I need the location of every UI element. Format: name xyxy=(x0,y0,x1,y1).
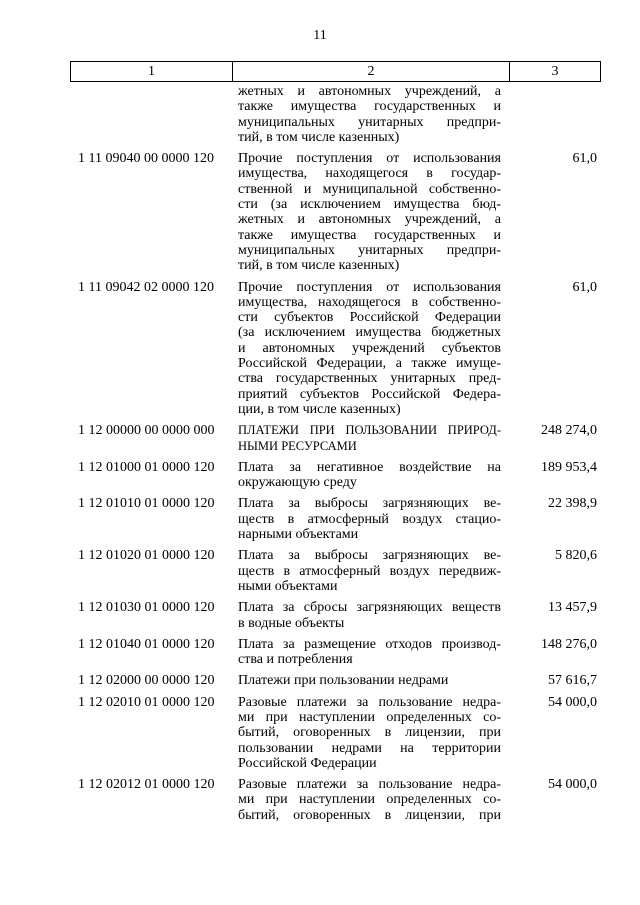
header-col-3: 3 xyxy=(551,63,559,79)
budget-code: 1 12 01020 01 0000 120 xyxy=(78,548,215,564)
revenue-description xyxy=(232,777,509,823)
amount: 22 398,9 xyxy=(548,496,597,512)
description-line: нарными объектами xyxy=(238,527,359,543)
budget-code xyxy=(70,84,232,145)
table-row xyxy=(70,695,601,771)
description-line: Плата за выбросы загрязняющих ве- xyxy=(238,548,501,564)
description-line: пользовании недрами на территории xyxy=(238,740,501,756)
revenue-description xyxy=(232,600,509,631)
description-line: Российской Федерации xyxy=(238,755,377,771)
table-header xyxy=(70,61,601,82)
description-line: ществ в атмосферный воздух передвиж- xyxy=(238,563,501,579)
header-col-2: 2 xyxy=(233,62,510,81)
table-row xyxy=(70,151,601,273)
amount: 148 276,0 xyxy=(541,636,597,652)
budget-code: 1 12 01010 01 0000 120 xyxy=(78,496,215,512)
revenue-description xyxy=(232,423,509,454)
amount: 54 000,0 xyxy=(548,777,597,793)
revenue-description xyxy=(232,548,509,594)
revenue-description xyxy=(232,280,509,418)
description-line: НЫМИ РЕСУРСАМИ xyxy=(238,438,357,453)
description-line: ции, в том числе казенных) xyxy=(238,401,401,417)
description-line: жетных и автономных учреждений, а xyxy=(238,212,501,228)
table-row xyxy=(70,777,601,823)
description-line: (за исключением имущества бюджетных xyxy=(238,325,501,341)
description-line: ми при наступлении определенных со- xyxy=(238,792,501,808)
amount: 13 457,9 xyxy=(548,600,597,616)
amount: 57 616,7 xyxy=(548,673,597,689)
table-row xyxy=(70,460,601,491)
description-line: в водные объекты xyxy=(238,615,345,631)
description-line: муниципальных унитарных предпри- xyxy=(238,114,501,130)
table-body xyxy=(70,84,601,829)
description-line: также имущества государственных и xyxy=(238,227,501,243)
table-row xyxy=(70,637,601,668)
description-line: тий, в том числе казенных) xyxy=(238,258,400,274)
revenue-description xyxy=(232,496,509,542)
table-row xyxy=(70,496,601,542)
description-line: Плата за размещение отходов производ- xyxy=(238,636,501,652)
revenue-description xyxy=(232,460,509,491)
description-line: бытий, оговоренных в лицензии, при xyxy=(238,807,501,823)
amount: 61,0 xyxy=(572,151,597,167)
budget-code: 1 11 09042 02 0000 120 xyxy=(78,279,214,295)
description-line: Плата за выбросы загрязняющих ве- xyxy=(238,496,501,512)
table-row xyxy=(70,423,601,454)
description-line: Прочие поступления от использования xyxy=(238,151,501,167)
description-line: окружающую среду xyxy=(238,475,357,491)
revenue-description xyxy=(232,151,509,273)
amount: 189 953,4 xyxy=(541,459,597,475)
table-row xyxy=(70,600,601,631)
revenue-description xyxy=(232,637,509,668)
amount xyxy=(509,84,601,145)
description-line: имущества, находящегося в государ- xyxy=(238,166,501,182)
description-line: Прочие поступления от использования xyxy=(238,279,501,295)
table-row xyxy=(70,280,601,418)
budget-code: 1 12 01040 01 0000 120 xyxy=(78,636,215,652)
description-line: сти субъектов Российской Федерации xyxy=(238,310,501,326)
description-line: бытий, оговоренных в лицензии, при xyxy=(238,725,501,741)
description-line: Разовые платежи за пользование недра- xyxy=(238,694,501,710)
description-line: приятий субъектов Российской Федера- xyxy=(238,386,501,402)
description-line: и автономных учреждений субъектов xyxy=(238,340,501,356)
header-col-1: 1 xyxy=(71,62,233,81)
table-row xyxy=(70,84,601,145)
budget-code: 1 12 02000 00 0000 120 xyxy=(78,673,215,689)
description-line: ми при наступлении определенных со- xyxy=(238,709,501,725)
description-line: сти (за исключением имущества бюд- xyxy=(238,197,501,213)
description-line: ства и потребления xyxy=(238,652,353,668)
budget-code: 1 12 02010 01 0000 120 xyxy=(78,694,215,710)
description-line: ными объектами xyxy=(238,578,338,594)
budget-code: 1 11 09040 00 0000 120 xyxy=(78,151,214,167)
amount: 61,0 xyxy=(572,279,597,295)
budget-code: 1 12 02012 01 0000 120 xyxy=(78,777,215,793)
description-line: жетных и автономных учреждений, а xyxy=(238,84,501,99)
amount: 54 000,0 xyxy=(548,694,597,710)
revenue-description xyxy=(232,695,509,771)
budget-code: 1 12 01000 01 0000 120 xyxy=(78,459,215,475)
description-line: муниципальных унитарных предпри- xyxy=(238,242,501,258)
budget-code: 1 12 01030 01 0000 120 xyxy=(78,600,215,616)
budget-code: 1 12 00000 00 0000 000 xyxy=(78,423,215,439)
description-line: имущества, находящегося в собственно- xyxy=(238,294,501,310)
description-line: ственной и муниципальной собственно- xyxy=(238,181,501,197)
description-line: Платежи при пользовании недрами xyxy=(238,673,449,689)
page-number: 11 xyxy=(313,28,327,43)
description-line: Плата за сбросы загрязняющих веществ xyxy=(238,600,501,616)
amount: 5 820,6 xyxy=(555,548,597,564)
revenue-description xyxy=(232,673,509,688)
table-row xyxy=(70,548,601,594)
description-line: ществ в атмосферный воздух стацио- xyxy=(238,511,501,527)
description-line: Разовые платежи за пользование недра- xyxy=(238,777,501,793)
description-line: тий, в том числе казенных) xyxy=(238,129,400,145)
description-line: также имущества государственных и xyxy=(238,99,501,115)
revenue-description xyxy=(232,84,509,145)
table-row xyxy=(70,673,601,688)
description-line: Российской Федерации, а также имуще- xyxy=(238,356,501,372)
description-line: ства государственных унитарных пред- xyxy=(238,371,501,387)
description-line: ПЛАТЕЖИ ПРИ ПОЛЬЗОВАНИИ ПРИРОД- xyxy=(238,423,501,438)
description-line: Плата за негативное воздействие на xyxy=(238,459,501,475)
amount: 248 274,0 xyxy=(541,423,597,439)
